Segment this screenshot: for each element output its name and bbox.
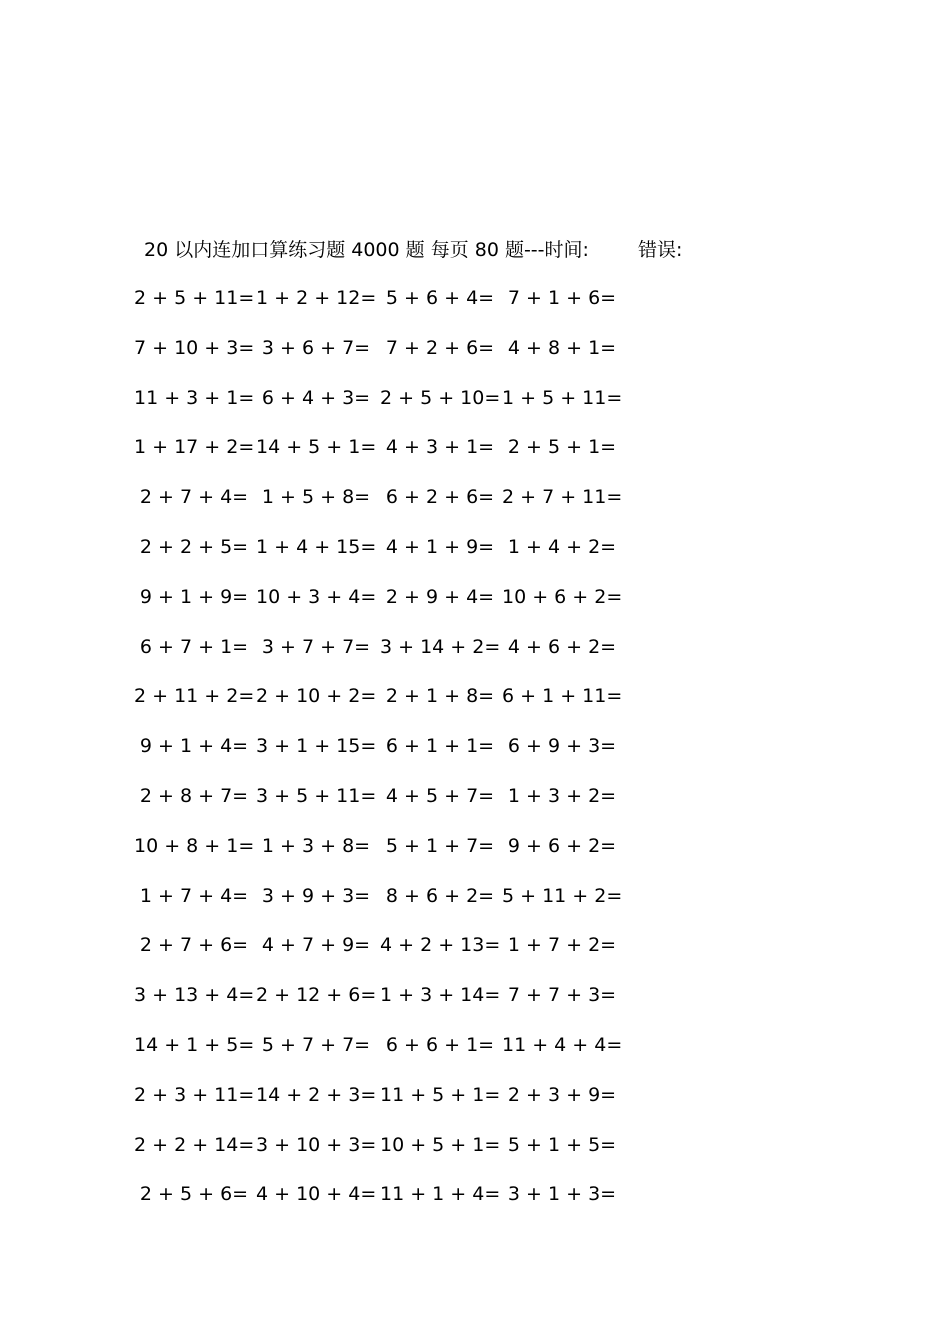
problem: 10 + 5 + 1= xyxy=(380,1133,501,1156)
problem: 1 + 3 + 8= xyxy=(261,834,371,857)
problem: 3 + 1 + 15= xyxy=(256,735,377,758)
problem: 2 + 3 + 11= xyxy=(134,1083,255,1106)
problem: 1 + 7 + 4= xyxy=(139,884,249,907)
problem: 6 + 2 + 6= xyxy=(385,486,495,509)
problem: 5 + 11 + 2= xyxy=(502,884,623,907)
problem: 5 + 7 + 7= xyxy=(261,1033,371,1056)
problem: 3 + 10 + 3= xyxy=(256,1133,377,1156)
problem: 3 + 5 + 11= xyxy=(256,784,377,807)
problem: 1 + 5 + 11= xyxy=(502,386,623,409)
problem: 9 + 1 + 4= xyxy=(139,735,249,758)
problem: 8 + 6 + 2= xyxy=(385,884,495,907)
problem: 2 + 5 + 1= xyxy=(507,436,617,459)
problem-row xyxy=(0,334,950,384)
problem-row xyxy=(0,782,950,832)
problem: 4 + 3 + 1= xyxy=(385,436,495,459)
problem: 7 + 2 + 6= xyxy=(385,336,495,359)
problem: 1 + 3 + 2= xyxy=(507,784,617,807)
problem: 11 + 3 + 1= xyxy=(134,386,255,409)
problem: 6 + 4 + 3= xyxy=(261,386,371,409)
problem: 6 + 7 + 1= xyxy=(139,635,249,658)
problem: 10 + 6 + 2= xyxy=(502,585,623,608)
problem: 5 + 1 + 5= xyxy=(507,1133,617,1156)
problem: 2 + 5 + 10= xyxy=(380,386,501,409)
problem-row xyxy=(0,832,950,882)
problem-row xyxy=(0,633,950,683)
problem-row xyxy=(0,981,950,1031)
problem: 2 + 12 + 6= xyxy=(256,984,377,1007)
problem: 7 + 7 + 3= xyxy=(507,984,617,1007)
problem: 3 + 7 + 7= xyxy=(261,635,371,658)
problem: 10 + 8 + 1= xyxy=(134,834,255,857)
problem: 5 + 6 + 4= xyxy=(385,287,495,309)
problem-grid xyxy=(0,284,950,1230)
problem: 6 + 1 + 1= xyxy=(385,735,495,758)
problem: 2 + 1 + 8= xyxy=(385,685,495,708)
problem-row xyxy=(0,533,950,583)
errors-label: 错误: xyxy=(638,239,683,261)
problem: 9 + 1 + 9= xyxy=(139,585,249,608)
problem-row xyxy=(0,483,950,533)
problem: 3 + 9 + 3= xyxy=(261,884,371,907)
problem: 1 + 7 + 2= xyxy=(507,934,617,957)
problem: 7 + 10 + 3= xyxy=(134,336,255,359)
problem: 3 + 1 + 3= xyxy=(507,1183,617,1206)
problem: 2 + 10 + 2= xyxy=(256,685,377,708)
problem: 2 + 11 + 2= xyxy=(134,685,255,708)
problem: 4 + 5 + 7= xyxy=(385,784,495,807)
problem: 2 + 3 + 9= xyxy=(507,1083,617,1106)
problem-row xyxy=(0,882,950,932)
problem: 6 + 6 + 1= xyxy=(385,1033,495,1056)
problem-row xyxy=(0,1131,950,1181)
problem: 3 + 14 + 2= xyxy=(380,635,501,658)
problem: 3 + 13 + 4= xyxy=(134,984,255,1007)
problem-row xyxy=(0,732,950,782)
problem: 2 + 5 + 6= xyxy=(139,1183,249,1206)
problem-row xyxy=(0,931,950,981)
problem: 3 + 6 + 7= xyxy=(261,336,371,359)
problem: 11 + 1 + 4= xyxy=(380,1183,501,1206)
problem: 4 + 2 + 13= xyxy=(380,934,501,957)
problem: 4 + 1 + 9= xyxy=(385,535,495,558)
problem: 4 + 6 + 2= xyxy=(507,635,617,658)
problem-row xyxy=(0,384,950,434)
problem-row xyxy=(0,284,950,334)
problem: 1 + 4 + 2= xyxy=(507,535,617,558)
problem: 9 + 6 + 2= xyxy=(507,834,617,857)
problem: 10 + 3 + 4= xyxy=(256,585,377,608)
problem-row xyxy=(0,682,950,732)
problem: 5 + 1 + 7= xyxy=(385,834,495,857)
problem: 7 + 1 + 6= xyxy=(507,287,617,309)
worksheet-title: 20 以内连加口算练习题 4000 题 每页 80 题---时间: xyxy=(144,239,589,261)
problem: 2 + 5 + 11= xyxy=(134,287,255,309)
problem: 14 + 2 + 3= xyxy=(256,1083,377,1106)
problem: 2 + 7 + 11= xyxy=(502,486,623,509)
problem: 2 + 2 + 14= xyxy=(134,1133,255,1156)
problem: 2 + 7 + 4= xyxy=(139,486,249,509)
problem: 6 + 9 + 3= xyxy=(507,735,617,758)
problem: 1 + 5 + 8= xyxy=(261,486,371,509)
problem: 1 + 4 + 15= xyxy=(256,535,377,558)
problem: 1 + 2 + 12= xyxy=(256,287,377,309)
problem-row xyxy=(0,583,950,633)
problem-row xyxy=(0,1031,950,1081)
problem: 2 + 7 + 6= xyxy=(139,934,249,957)
problem: 1 + 3 + 14= xyxy=(380,984,501,1007)
problem-row xyxy=(0,1081,950,1131)
problem: 11 + 4 + 4= xyxy=(502,1033,623,1056)
problem: 4 + 10 + 4= xyxy=(256,1183,377,1206)
problem: 1 + 17 + 2= xyxy=(134,436,255,459)
problem-row xyxy=(0,433,950,483)
problem: 2 + 8 + 7= xyxy=(139,784,249,807)
problem: 6 + 1 + 11= xyxy=(502,685,623,708)
problem: 2 + 9 + 4= xyxy=(385,585,495,608)
problem: 4 + 7 + 9= xyxy=(261,934,371,957)
problem: 4 + 8 + 1= xyxy=(507,336,617,359)
problem: 2 + 2 + 5= xyxy=(139,535,249,558)
problem: 11 + 5 + 1= xyxy=(380,1083,501,1106)
problem-row xyxy=(0,1180,950,1230)
problem: 14 + 5 + 1= xyxy=(256,436,377,459)
problem: 14 + 1 + 5= xyxy=(134,1033,255,1056)
